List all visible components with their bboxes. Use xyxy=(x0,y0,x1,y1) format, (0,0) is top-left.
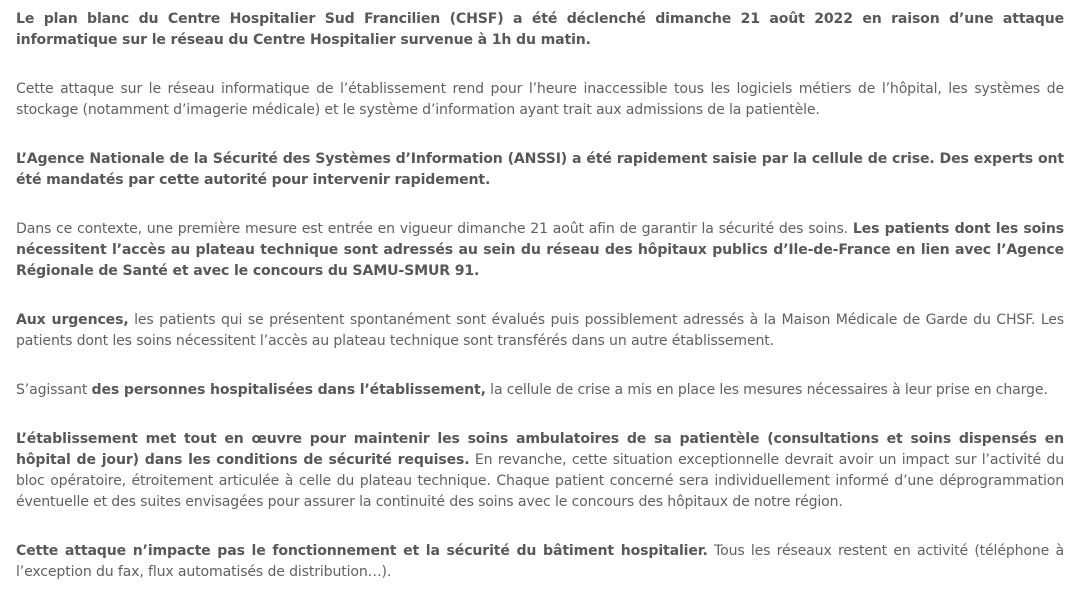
text-bold: Cette attaque n’impacte pas le fonctionnement et la sécurité du bâtiment hospitalier. xyxy=(16,543,708,559)
text-bold: L’établissement met tout en œuvre pour maintenir les soins ambulatoires de sa patientèle (consultations et soins dispensés en hôpital de jour) dans les conditions de sécurité requises. xyxy=(16,431,1064,468)
paragraph-anssi xyxy=(16,149,1064,191)
text-bold: des personnes hospitalisées dans l’établissement, xyxy=(91,382,486,398)
text-bold: Le plan blanc du Centre Hospitalier Sud Francilien (CHSF) a été déclenché dimanche 21 août 2022 en raison d’une attaque informatique sur le réseau du Centre Hospitalier survenue à 1h du matin. xyxy=(16,11,1064,48)
text-regular: la cellule de crise a mis en place les mesures nécessaires à leur prise en charge. xyxy=(485,382,1048,398)
paragraph-batiment xyxy=(16,541,1064,583)
paragraph-premiere-mesure xyxy=(16,219,1064,282)
paragraph-hospitalises xyxy=(16,380,1064,401)
text-bold: Aux urgences, xyxy=(16,312,129,328)
paragraph-ambulatoires xyxy=(16,429,1064,513)
text-regular: En revanche, cette situation exceptionnelle devrait avoir un impact sur l’activité du bloc opératoire, étroitement articulée à celle du plateau technique. Chaque patient concerné sera individuellement informé d’une déprogrammation éventuelle et des suites envisagées pour assurer la continuité des soins avec le concours des hôpitaux de notre région. xyxy=(16,452,1064,510)
paragraph-urgences xyxy=(16,310,1064,352)
text-regular: Dans ce contexte, une première mesure est entrée en vigueur dimanche 21 août afin de garantir la sécurité des soins. xyxy=(16,221,853,237)
text-regular: S’agissant xyxy=(16,382,92,398)
text-regular: les patients qui se présentent spontanément sont évalués puis possiblement adressés à la Maison Médicale de Garde du CHSF. Les patients dont les soins nécessitent l’accès au plateau technique sont transférés dans un autre établissement. xyxy=(16,312,1064,349)
paragraph-inaccessibilite xyxy=(16,79,1064,121)
text-bold: Les patients dont les soins nécessitent l’accès au plateau technique sont adressés au sein du réseau des hôpitaux publics d’Ile-de-France en lien avec l’Agence Régionale de Santé et avec le concours du SAMU-SMUR 91. xyxy=(16,221,1064,279)
text-bold: L’Agence Nationale de la Sécurité des Systèmes d’Information (ANSSI) a été rapidement saisie par la cellule de crise. Des experts ont été mandatés par cette autorité pour intervenir rapidement. xyxy=(16,151,1064,188)
text-regular: Tous les réseaux restent en activité (téléphone à l’exception du fax, flux automatisés de distribution…). xyxy=(16,543,1064,580)
text-regular: Cette attaque sur le réseau informatique de l’établissement rend pour l’heure inaccessible tous les logiciels métiers de l’hôpital, les systèmes de stockage (notamment d’imagerie médicale) et le système d’information ayant trait aux admissions de la patientèle. xyxy=(16,81,1064,118)
paragraph-plan-blanc xyxy=(16,9,1064,51)
